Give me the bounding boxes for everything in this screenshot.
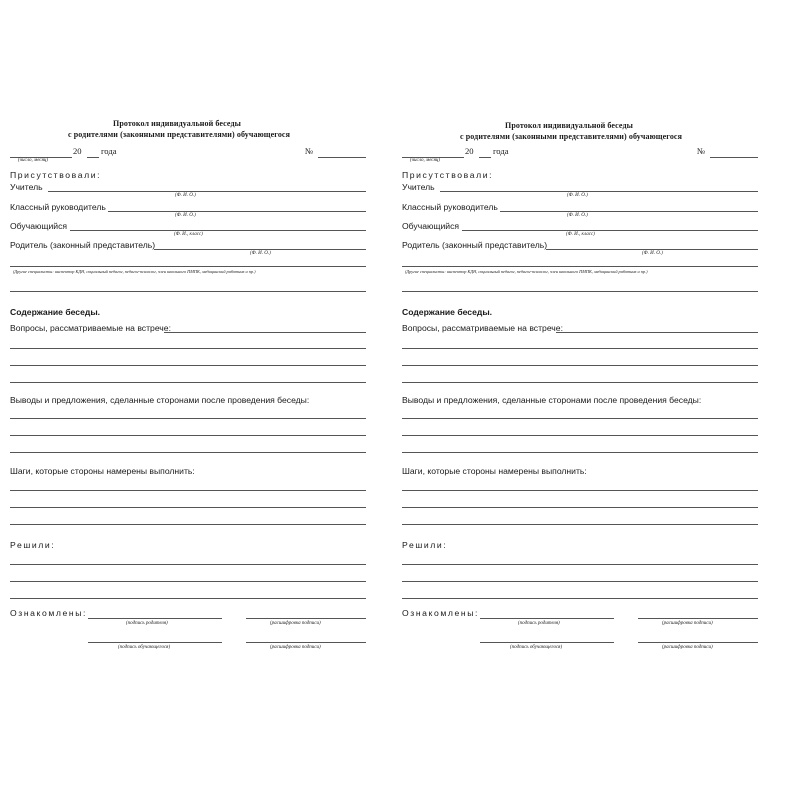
other-specialists-field-2[interactable]	[10, 291, 366, 292]
questions-line[interactable]	[10, 348, 366, 349]
parent-field[interactable]	[546, 249, 758, 250]
student-signature-decoding-caption: (расшифровка подписи)	[662, 645, 713, 650]
present-heading: Присутствовали:	[402, 170, 494, 180]
teacher-label: Учитель	[402, 182, 435, 192]
acquainted-heading: Ознакомлены:	[10, 608, 87, 618]
student-signature-caption: (подпись обучающегося)	[118, 645, 171, 650]
date-year-prefix: 20	[73, 146, 82, 156]
class-teacher-label: Классный руководитель	[402, 202, 498, 212]
form-title-line1: Протокол индивидуальной беседы	[505, 121, 633, 130]
other-specialists-note: (Другие специалисты: инспектор КДН, социальный педагог, педагог-психолог, член школьного ПМПК, медицинский работник и пр.)	[405, 269, 648, 274]
student-field[interactable]	[70, 230, 366, 231]
parent-fio-caption: (Ф. И. О.)	[250, 251, 271, 256]
questions-line[interactable]	[402, 365, 758, 366]
parent-signature-decoding-caption: (расшифровка подписи)	[662, 621, 713, 626]
student-signature-line[interactable]	[88, 642, 222, 643]
date-caption: (число, месяц)	[18, 158, 49, 163]
decided-line[interactable]	[10, 598, 366, 599]
student-signature-decoding-line[interactable]	[638, 642, 758, 643]
student-signature-decoding-caption: (расшифровка подписи)	[270, 645, 321, 650]
questions-label: Вопросы, рассматриваемые на встрече:	[10, 323, 171, 333]
protocol-form-right	[400, 0, 760, 800]
steps-line[interactable]	[10, 490, 366, 491]
student-label: Обучающийся	[402, 221, 460, 231]
parent-signature-decoding-caption: (расшифровка подписи)	[270, 621, 321, 626]
conclusions-line[interactable]	[402, 418, 758, 419]
decided-line[interactable]	[402, 564, 758, 565]
conclusions-line[interactable]	[10, 418, 366, 419]
present-heading: Присутствовали:	[10, 170, 102, 180]
date-year-suffix: года	[493, 146, 509, 156]
class-teacher-field[interactable]	[108, 211, 366, 212]
parent-label: Родитель (законный представитель)	[402, 240, 548, 250]
content-heading: Содержание беседы.	[10, 307, 101, 317]
decided-heading: Решили:	[402, 540, 448, 550]
protocol-form-left	[8, 0, 368, 800]
questions-line[interactable]	[402, 382, 758, 383]
protocol-number-line[interactable]	[318, 157, 366, 158]
parent-field[interactable]	[154, 249, 366, 250]
conclusions-line[interactable]	[402, 452, 758, 453]
parent-label: Родитель (законный представитель)	[10, 240, 156, 250]
date-year-line[interactable]	[479, 157, 491, 158]
conclusions-label: Выводы и предложения, сделанные сторонами после проведения беседы:	[10, 395, 310, 405]
form-title-line2: с родителями (законными представителями) обучающегося	[460, 132, 683, 141]
parent-signature-caption: (подпись родителя)	[518, 621, 560, 626]
conclusions-line[interactable]	[10, 435, 366, 436]
teacher-fio-caption: (Ф. И. О.)	[567, 193, 588, 198]
student-signature-line[interactable]	[480, 642, 614, 643]
number-sign: №	[697, 146, 706, 156]
questions-field[interactable]	[164, 332, 366, 333]
parent-signature-decoding-line[interactable]	[638, 618, 758, 619]
student-signature-caption: (подпись обучающегося)	[510, 645, 563, 650]
date-year-line[interactable]	[87, 157, 99, 158]
decided-heading: Решили:	[10, 540, 56, 550]
teacher-field[interactable]	[440, 191, 758, 192]
teacher-label: Учитель	[10, 182, 43, 192]
student-field[interactable]	[462, 230, 758, 231]
class-teacher-fio-caption: (Ф. И. О.)	[175, 213, 196, 218]
student-fio-class-caption: (Ф. И., класс)	[566, 232, 595, 237]
form-title-line1: Протокол индивидуальной беседы	[113, 119, 241, 128]
parent-signature-caption: (подпись родителя)	[126, 621, 168, 626]
parent-signature-line[interactable]	[480, 618, 614, 619]
class-teacher-fio-caption: (Ф. И. О.)	[567, 213, 588, 218]
steps-label: Шаги, которые стороны намерены выполнить:	[10, 466, 195, 476]
other-specialists-field[interactable]	[10, 266, 366, 267]
questions-label: Вопросы, рассматриваемые на встрече:	[402, 323, 563, 333]
questions-field[interactable]	[556, 332, 758, 333]
steps-line[interactable]	[10, 507, 366, 508]
steps-line[interactable]	[402, 507, 758, 508]
protocol-number-line[interactable]	[710, 157, 758, 158]
acquainted-heading: Ознакомлены:	[402, 608, 479, 618]
student-label: Обучающийся	[10, 221, 68, 231]
decided-line[interactable]	[402, 598, 758, 599]
date-year-suffix: года	[101, 146, 117, 156]
parent-signature-line[interactable]	[88, 618, 222, 619]
steps-line[interactable]	[402, 524, 758, 525]
teacher-field[interactable]	[48, 191, 366, 192]
conclusions-label: Выводы и предложения, сделанные сторонами после проведения беседы:	[402, 395, 702, 405]
date-caption: (число, месяц)	[410, 158, 441, 163]
parent-fio-caption: (Ф. И. О.)	[642, 251, 663, 256]
class-teacher-label: Классный руководитель	[10, 202, 106, 212]
conclusions-line[interactable]	[402, 435, 758, 436]
other-specialists-field-2[interactable]	[402, 291, 758, 292]
parent-signature-decoding-line[interactable]	[246, 618, 366, 619]
other-specialists-note: (Другие специалисты: инспектор КДН, социальный педагог, педагог-психолог, член школьного ПМПК, медицинский работник и пр.)	[13, 269, 256, 274]
decided-line[interactable]	[10, 564, 366, 565]
questions-line[interactable]	[10, 382, 366, 383]
steps-label: Шаги, которые стороны намерены выполнить:	[402, 466, 587, 476]
date-year-prefix: 20	[465, 146, 474, 156]
questions-line[interactable]	[402, 348, 758, 349]
steps-line[interactable]	[402, 490, 758, 491]
student-signature-decoding-line[interactable]	[246, 642, 366, 643]
teacher-fio-caption: (Ф. И. О.)	[175, 193, 196, 198]
conclusions-line[interactable]	[10, 452, 366, 453]
questions-line[interactable]	[10, 365, 366, 366]
content-heading: Содержание беседы.	[402, 307, 493, 317]
steps-line[interactable]	[10, 524, 366, 525]
form-title-line2: с родителями (законными представителями) обучающегося	[68, 130, 291, 139]
class-teacher-field[interactable]	[500, 211, 758, 212]
student-fio-class-caption: (Ф. И., класс)	[174, 232, 203, 237]
other-specialists-field[interactable]	[402, 266, 758, 267]
number-sign: №	[305, 146, 314, 156]
decided-line[interactable]	[10, 581, 366, 582]
decided-line[interactable]	[402, 581, 758, 582]
